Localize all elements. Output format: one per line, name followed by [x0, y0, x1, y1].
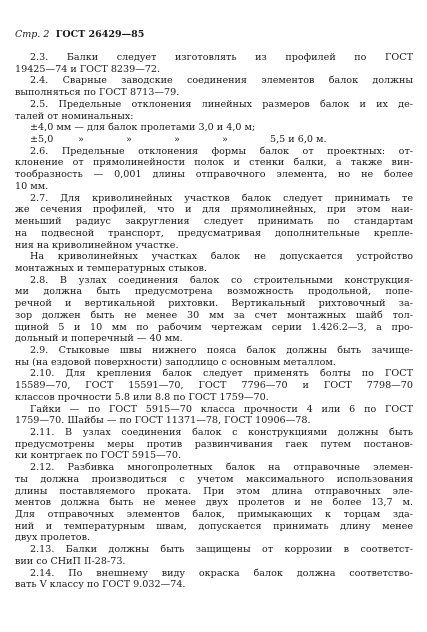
para-2-13-line-2: вии со СНиП II-28-73.: [15, 555, 126, 567]
para-2-6-line-3: тообразность — 0,001 длины отправочного элемента, но не более: [15, 169, 413, 181]
para-2-10-line-2: 15589—70, ГОСТ 15591—70, ГОСТ 7796—70 и ГОСТ 7798—70: [15, 380, 413, 392]
para-2-14-line-2: вать V классу по ГОСТ 9.032—74.: [15, 579, 186, 591]
document-body: [15, 52, 413, 591]
para-2-8-line-4: зор должен быть не менее 30 мм за счет монтажных шайб тол-: [15, 309, 413, 321]
para-2-8-line-6: дольный и поперечный — 40 мм.: [15, 333, 183, 345]
para-2-12-line-3: длины поставляемого проката. При этом длина отправочных эле-: [15, 485, 413, 497]
para-2-5-line-2: талей от номинальных:: [15, 110, 134, 122]
para-2-11-line-3: ки контргаек по ГОСТ 5915—70.: [15, 450, 182, 462]
para-2-8-line-1: 2.8. В узлах соединения балок со строительными конструкция-: [30, 274, 413, 286]
para-2-12-line-6: ний и температурным швам, допускается принимать длину менее: [15, 520, 413, 532]
para-2-3-line-1: 2.3. Балки следует изготовлять из профилей по ГОСТ: [30, 52, 413, 63]
ditto-mark: »: [222, 134, 228, 146]
tolerance-tail: 5,5 и 6,0 м.: [270, 134, 327, 146]
para-2-4-line-1: 2.4. Сварные заводские соединения элементов балок должны: [30, 75, 413, 87]
para-2-6-line-2: клонение от прямолинейности полок и стенки балки, а также вин-: [15, 157, 413, 169]
tolerance-value: ±5,0: [30, 134, 54, 146]
para-2-11-line-1: 2.11. В узлах соединения балок с конструкциями должны быть: [30, 427, 413, 438]
para-2-8-line-2: ми должна быть предусмотрена возможность продольной, попе-: [15, 286, 413, 298]
para-2-10-line-1: 2.10. Для крепления балок следует применять болты по ГОСТ: [30, 368, 413, 380]
para-2-13-line-1: 2.13. Балки должны быть защищены от коррозии в соответст-: [30, 544, 413, 556]
para-2-10-line-3: классов прочности 5.8 или 8.8 по ГОСТ 1759—70.: [15, 391, 269, 403]
ditto-mark: »: [174, 134, 180, 146]
tolerance-line-2: [15, 134, 413, 146]
para-2-12-line-2: ты должна производиться с учетом максимального использования: [15, 473, 413, 485]
para-2-7-line-6: На криволинейных участках балок не допускается устройство: [30, 251, 413, 263]
ditto-mark: »: [78, 134, 84, 146]
para-2-6-line-4: 10 мм.: [15, 180, 49, 192]
para-2-12-line-4: ментов должна быть не менее двух пролетов и не более 13,7 м.: [15, 497, 413, 509]
para-2-7-line-2: же сечения профилей, что и для прямолинейных, при этом наи-: [15, 204, 413, 216]
page-number: Стр. 2: [15, 29, 50, 40]
tolerance-line-1: ±4,0 мм — для балок пролетами 3,0 и 4,0 м;: [30, 122, 256, 134]
para-2-7-line-3: меньший радиус закругления следует принимать по стандартам: [15, 216, 413, 228]
para-2-3-line-2: 19425—74 и ГОСТ 8239—72.: [15, 63, 161, 75]
para-2-4-line-2: выполняться по ГОСТ 8713—79.: [15, 87, 180, 99]
para-2-7-line-5: ния на криволинейном участке.: [15, 239, 179, 251]
para-2-8-line-5: щиной 5 и 10 мм по рабочим чертежам серии 1.426.2—3, а про-: [15, 321, 413, 333]
para-2-12-line-7: двух пролетов.: [15, 532, 91, 544]
para-2-9-line-2: ны (на ездовой поверхности) заподлицо с основным металлом.: [15, 356, 336, 368]
para-2-10-line-4: Гайки — по ГОСТ 5915—70 класса прочности 4 или 6 по ГОСТ: [30, 403, 413, 415]
document-code: ГОСТ 26429—85: [55, 29, 145, 40]
para-2-9-line-1: 2.9. Стыковые швы нижнего пояса балок должны быть зачище-: [30, 344, 413, 356]
para-2-7-line-4: на подвесной транспорт, предусматривая дополнительные крепле-: [15, 227, 413, 239]
ditto-mark: »: [126, 134, 132, 146]
para-2-11-line-2: предусмотрены меры против развинчивания гаек путем постанов-: [15, 438, 413, 450]
para-2-6-line-1: 2.6. Предельные отклонения формы балок от проектных: от-: [30, 145, 413, 157]
page-header: [15, 29, 144, 40]
para-2-12-line-5: Для отправочных элементов балок, примыкающих к торцам зда-: [15, 509, 413, 521]
para-2-7-line-1: 2.7. Для криволинейных участков балок следует принимать те: [30, 192, 413, 204]
para-2-5-line-1: 2.5. Предельные отклонения линейных размеров балок и их де-: [30, 98, 413, 110]
para-2-14-line-1: 2.14. По внешнему виду окраска балок должна соответство-: [30, 567, 413, 579]
para-2-10-line-5: 1759—70. Шайбы — по ГОСТ 11371—78, ГОСТ 10906—78.: [15, 415, 311, 427]
para-2-12-line-1: 2.12. Разбивка многопролетных балок на отправочные элемен-: [30, 462, 413, 474]
para-2-8-line-3: речной и вертикальной рихтовки. Вертикальный рихтовочный за-: [15, 298, 413, 310]
para-2-7-line-7: монтажных и температурных стыков.: [15, 262, 207, 274]
